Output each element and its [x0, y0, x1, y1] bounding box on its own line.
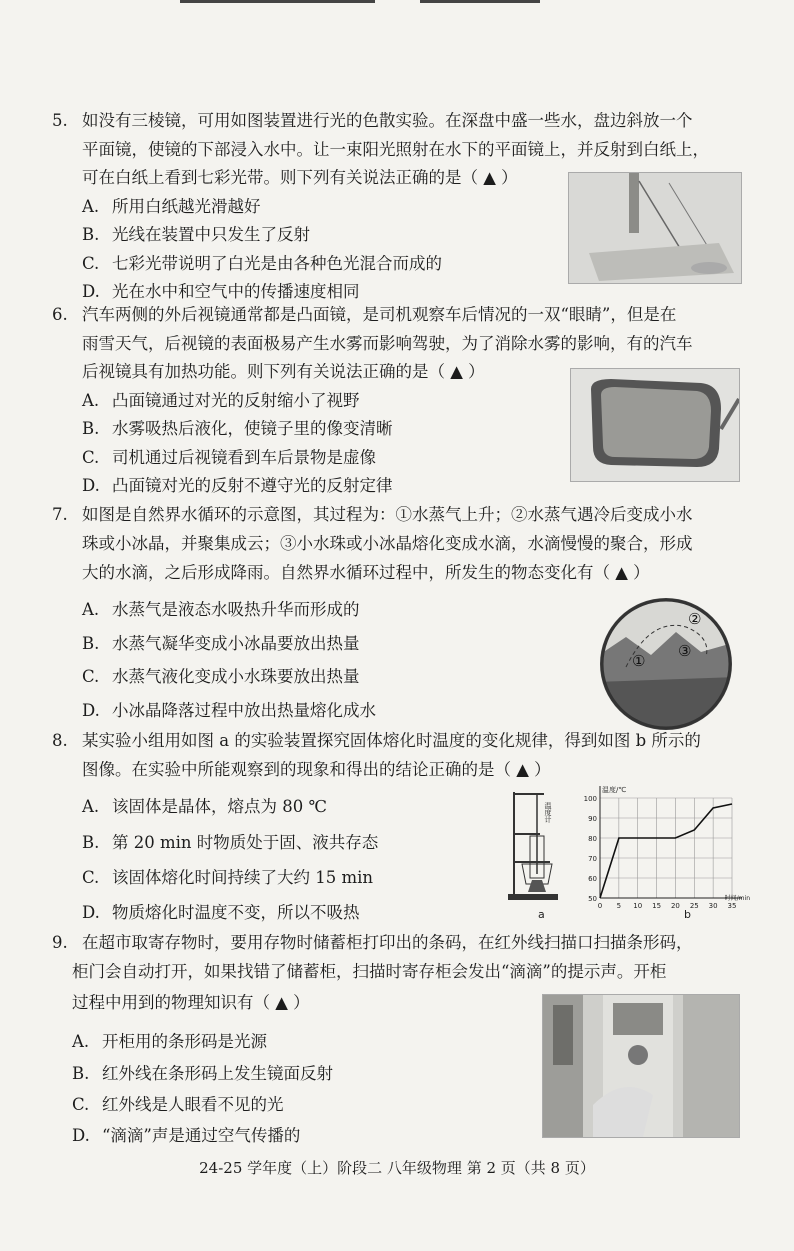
option-a[interactable]: A. 所用白纸越光滑越好 [82, 197, 261, 216]
top-rule-left [180, 0, 375, 3]
x-tick-label: 35 [727, 902, 737, 910]
y-tick-label: 70 [588, 855, 597, 863]
option-b[interactable]: B. 红外线在条形码上发生镜面反射 [72, 1064, 333, 1083]
question-number: 6. [52, 305, 68, 324]
question-stem-line: 珠或小冰晶，并聚集成云；③小水珠或小冰晶熔化变成水滴，水滴慢慢的聚合，形成 [82, 534, 693, 553]
label-2: ② [688, 610, 702, 628]
question-stem-line: 可在白纸上看到七彩光带。则下列有关说法正确的是（ ▲ ） [82, 168, 518, 187]
question-number: 8. [52, 731, 68, 750]
question-stem-line: 汽车两侧的外后视镜通常都是凸面镜，是司机观察车后情况的一双“眼睛”，但是在 [82, 305, 677, 324]
question-stem-line: 如没有三棱镜，可用如图装置进行光的色散实验。在深盘中盛一些水，盘边斜放一个 [82, 111, 693, 130]
dispersion-experiment-photo [568, 172, 742, 284]
x-tick-label: 25 [689, 902, 699, 910]
option-d[interactable]: D. “滴滴”声是通过空气传播的 [72, 1126, 301, 1145]
x-axis-label: 时间/min [724, 895, 750, 902]
y-axis-label: 温度/℃ [602, 786, 627, 794]
option-b[interactable]: B. 第 20 min 时物质处于固、液共存态 [82, 833, 379, 852]
y-tick-label: 50 [588, 895, 597, 903]
option-c[interactable]: C. 七彩光带说明了白光是由各种色光混合而成的 [82, 254, 442, 273]
option-b[interactable]: B. 水雾吸热后液化，使镜子里的像变清晰 [82, 419, 393, 438]
option-b[interactable]: B. 水蒸气凝华变成小冰晶要放出热量 [82, 634, 360, 653]
option-c[interactable]: C. 该固体熔化时间持续了大约 15 min [82, 868, 374, 887]
x-tick-label: 20 [670, 902, 680, 910]
option-d[interactable]: D. 凸面镜对光的反射不遵守光的反射定律 [82, 476, 393, 495]
option-c[interactable]: C. 水蒸气液化变成小水珠要放出热量 [82, 667, 360, 686]
top-rule-right [420, 0, 540, 3]
option-a[interactable]: A. 水蒸气是液态水吸热升华而形成的 [82, 600, 360, 619]
option-d[interactable]: D. 小冰晶降落过程中放出热量熔化成水 [82, 701, 376, 720]
storage-locker-photo [542, 994, 740, 1138]
option-c[interactable]: C. 司机通过后视镜看到车后景物是虚像 [82, 448, 376, 467]
x-tick-label: 0 [597, 902, 603, 910]
x-tick-label: 10 [633, 902, 643, 910]
figure-a-label: a [538, 908, 545, 921]
question-number: 5. [52, 111, 68, 130]
question-stem-line: 平面镜，使镜的下部浸入水中。让一束阳光照射在水下的平面镜上，并反射到白纸上， [82, 140, 709, 159]
question-number: 9. [52, 933, 68, 952]
option-a[interactable]: A. 该固体是晶体，熔点为 80 ℃ [82, 797, 327, 816]
x-tick-label: 15 [652, 902, 662, 910]
question-stem-line: 如图是自然界水循环的示意图，其过程为：①水蒸气上升；②水蒸气遇冷后变成小水 [82, 505, 693, 524]
y-tick-label: 80 [588, 835, 597, 843]
x-tick-label: 30 [708, 902, 718, 910]
thermometer-label: 温度计 [544, 802, 552, 823]
y-tick-label: 100 [583, 795, 597, 803]
y-tick-label: 60 [588, 875, 597, 883]
question-stem-line: 过程中用到的物理知识有（ ▲ ） [72, 993, 310, 1012]
page-footer: 24-25 学年度（上）阶段二 八年级物理 第 2 页（共 8 页） [199, 1159, 595, 1177]
label-1: ① [632, 652, 646, 670]
side-mirror-photo [570, 368, 740, 482]
question-stem-line: 雨雪天气，后视镜的表面极易产生水雾而影响驾驶，为了消除水雾的影响，有的汽车 [82, 334, 693, 353]
question-number: 7. [52, 505, 68, 524]
question-stem-line: 大的水滴，之后形成降雨。自然界水循环过程中，所发生的物态变化有（ ▲ ） [82, 563, 650, 582]
option-d[interactable]: D. 光在水中和空气中的传播速度相同 [82, 282, 360, 301]
option-c[interactable]: C. 红外线是人眼看不见的光 [72, 1095, 284, 1114]
temperature-time-chart [572, 780, 750, 922]
figure-b-label: b [684, 908, 691, 921]
question-stem-line: 某实验小组用如图 a 的实验装置探究固体熔化时温度的变化规律，得到如图 b 所示的 [82, 731, 701, 750]
question-stem-line: 柜门会自动打开，如果找错了储蓄柜，扫描时寄存柜会发出“滴滴”的提示声。开柜 [72, 962, 667, 981]
option-d[interactable]: D. 物质熔化时温度不变，所以不吸热 [82, 903, 360, 922]
option-a[interactable]: A. 开柜用的条形码是光源 [72, 1032, 267, 1051]
option-b[interactable]: B. 光线在装置中只发生了反射 [82, 225, 310, 244]
y-tick-label: 90 [588, 815, 597, 823]
option-a[interactable]: A. 凸面镜通过对光的反射缩小了视野 [82, 391, 360, 410]
question-stem-line: 在超市取寄存物时，要用存物时储蓄柜打印出的条码，在红外线扫描口扫描条形码， [82, 933, 693, 952]
question-stem-line: 图像。在实验中所能观察到的现象和得出的结论正确的是（ ▲ ） [82, 760, 551, 779]
label-3: ③ [678, 642, 692, 660]
question-stem-line: 后视镜具有加热功能。则下列有关说法正确的是（ ▲ ） [82, 362, 485, 381]
water-cycle-figure [596, 597, 736, 731]
x-tick-label: 5 [616, 902, 622, 910]
melting-apparatus-figure [500, 784, 570, 922]
